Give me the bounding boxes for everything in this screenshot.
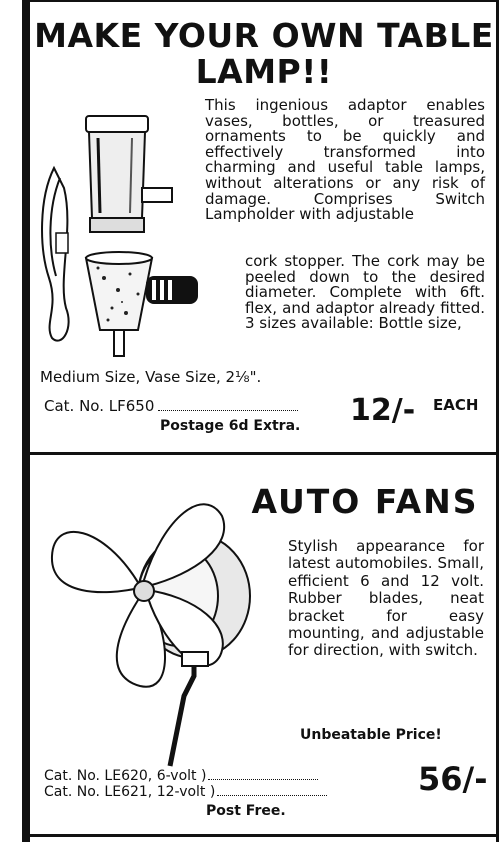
auto-fans-price: 56/- [418, 760, 488, 798]
fan-catalog-line-6v [44, 768, 318, 784]
top-rule [30, 0, 496, 2]
lamp-price-unit: EACH [433, 396, 479, 414]
auto-fans-title: AUTO FANS [251, 482, 479, 521]
fan-catalog-number-12v: Cat. No. LE621, 12-volt ) [44, 784, 216, 800]
lamp-postage-note: Postage 6d Extra. [160, 418, 301, 434]
right-border-rule [496, 0, 499, 842]
lamp-catalog-line [44, 397, 298, 415]
section-divider [30, 452, 496, 455]
bottom-rule [30, 834, 496, 837]
auto-fans-shipping-note: Post Free. [206, 803, 286, 819]
leader-dots [208, 779, 318, 780]
lamp-description-part-3: Medium Size, Vase Size, 2⅛". [40, 368, 262, 386]
fan-catalog-line-12v [44, 784, 327, 800]
auto-fans-description: Stylish appearance for latest automobiles. Small, efficient 6 and 12 volt. Rubber blades, neat bracket for easy mounting, and adjustable for direction, with switch. [288, 537, 484, 660]
auto-fans-tagline: Unbeatable Price! [300, 727, 442, 743]
lamp-catalog-number: Cat. No. LF650 [44, 397, 155, 415]
lamp-description-part-1: This ingenious adaptor enables vases, bottles, or treasured ornaments to be quickly and effectively transformed into charming and useful table lamps, without alterations or any risk of damage. Comprises Switch Lampholder with adjustable [205, 96, 485, 224]
left-border-rule [22, 0, 30, 842]
lamp-ad-title: MAKE YOUR OWN TABLE LAMP!! [34, 16, 494, 91]
lamp-price: 12/- [350, 393, 416, 428]
lamp-description-part-2: cork stopper. The cork may be peeled down to the desired diameter. Complete with 6ft. flex, and adaptor already fitted. 3 sizes available: Bottle size, [245, 252, 485, 333]
lamp-adaptor-illustration [34, 108, 202, 370]
fan-catalog-number-6v: Cat. No. LE620, 6-volt ) [44, 768, 207, 784]
leader-dots [217, 795, 327, 796]
leader-dots [158, 410, 298, 411]
